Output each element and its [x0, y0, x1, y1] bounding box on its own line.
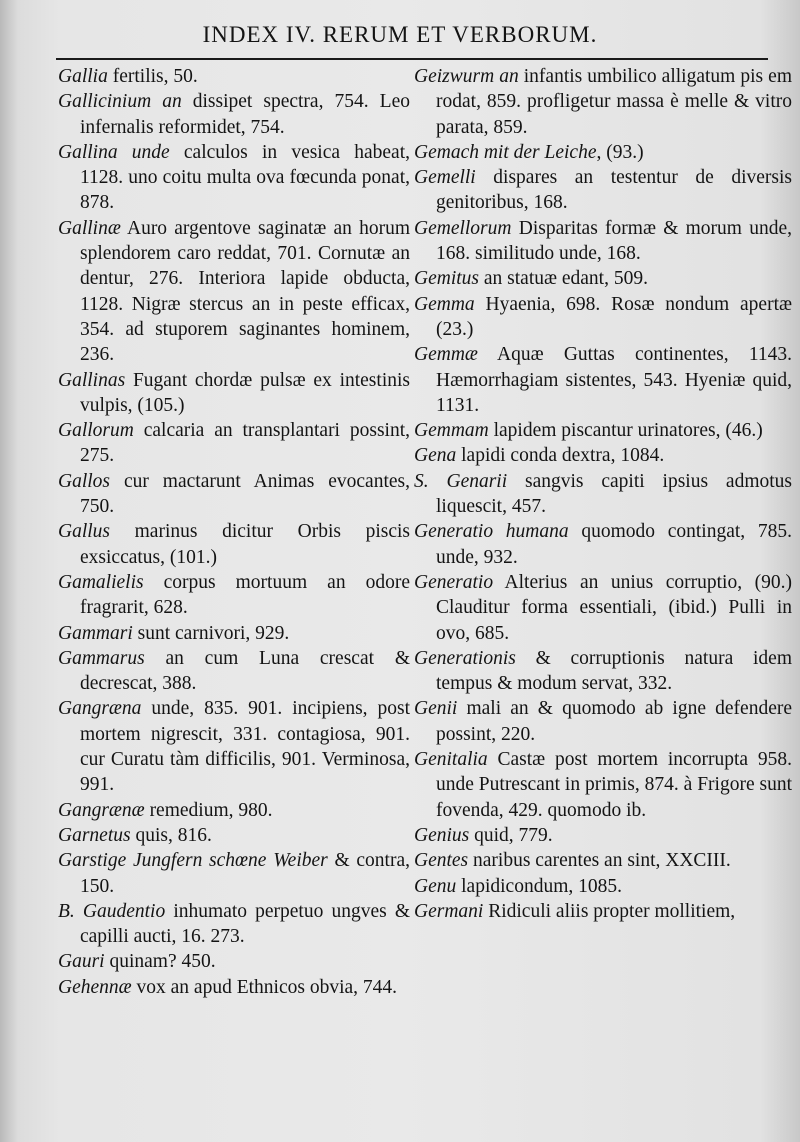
index-entry: [58, 519, 410, 570]
entry-text: lapidicondum, 1085.: [456, 875, 622, 897]
entry-text: an cum Luna crescat & decrescat, 388.: [80, 647, 410, 695]
entry-headword: Genii: [414, 698, 458, 720]
entry-headword: Genitalia: [414, 749, 488, 771]
entry-text: dissipet spectra, 754. Leo infernalis reformidet, 754.: [80, 91, 410, 138]
index-entry: [414, 266, 792, 291]
entry-text: , (93.): [596, 141, 644, 163]
index-entry: [414, 848, 792, 873]
entry-text: lapidi conda dextra, 1084.: [456, 445, 665, 467]
entry-headword: Gena: [414, 445, 457, 467]
entry-text: quinam? 450.: [104, 951, 216, 973]
entry-headword: Genu: [414, 875, 457, 897]
entry-text: sunt carnivori, 929.: [132, 622, 290, 644]
entry-headword: Gamalielis: [58, 571, 144, 593]
entry-headword: Gangræna: [58, 698, 142, 720]
index-entry: [414, 140, 792, 165]
entry-headword: Garstige Jungfern schœne Weiber: [58, 850, 328, 872]
entry-text: remedium, 980.: [144, 799, 273, 821]
entry-headword: Gehennæ: [58, 976, 132, 998]
index-entry: [58, 570, 410, 621]
running-head: INDEX IV. RERUM ET VERBORUM.: [202, 22, 598, 47]
index-entry: [58, 646, 410, 697]
entry-text: cur mactarunt Animas evocantes, 750.: [80, 470, 410, 518]
entry-headword: Gauri: [58, 951, 105, 973]
head-rule: [56, 58, 768, 60]
entry-text: quis, 816.: [130, 824, 212, 846]
entry-headword: Garnetus: [58, 824, 131, 846]
entry-text: lapidem piscantur urinatores, (46.): [488, 420, 763, 442]
index-entry: [414, 292, 792, 343]
entry-headword: Germani: [414, 900, 484, 922]
left-column: [58, 64, 410, 1000]
index-entry: [414, 899, 792, 924]
index-entry: [58, 469, 410, 520]
entry-headword: Generatio: [414, 571, 494, 593]
entry-text: unde, 835. 901. incipiens, post mortem nigrescit, 331. contagiosa, 901. cur Curatu tàm difficilis, 901. Verminosa, 991.: [80, 698, 410, 796]
entry-text: Aquæ Guttas continentes, 1143. Hæmorrhagiam sistentes, 543. Hyeniæ quid, 1131.: [436, 344, 792, 416]
index-entry: [414, 216, 792, 267]
entry-headword: Gemitus: [414, 268, 479, 290]
entry-headword: Gangrænæ: [58, 799, 145, 821]
entry-headword: Gemma: [414, 293, 475, 315]
entry-headword: Gemelli: [414, 167, 476, 189]
index-entry: [414, 64, 792, 140]
index-entry: [414, 747, 792, 823]
index-entry: [414, 823, 792, 848]
index-entry: [58, 823, 410, 848]
entry-headword: Gammari: [58, 622, 133, 644]
entry-headword: Geizwurm an: [414, 66, 519, 87]
entry-text: sangvis capiti ipsius admotus liquescit, 457.: [436, 470, 792, 518]
index-entry: [58, 418, 410, 469]
entry-text: calculos in vesica habeat, 1128. uno coitu multa ova fœcunda ponat, 878.: [80, 141, 410, 214]
entry-text: Ridiculi aliis propter mollitiem,: [483, 900, 736, 922]
entry-text: Castæ post mortem incorrupta 958. unde Putrescant in primis, 874. à Frigore sunt fovenda, 429. quomodo ib.: [436, 749, 792, 821]
index-entry: [58, 949, 410, 974]
entry-headword: Gemach mit der Leiche: [414, 141, 597, 163]
entry-headword: Gallinæ: [58, 217, 121, 239]
index-entry: [58, 89, 410, 140]
entry-text: Disparitas formæ & morum unde, 168. similitudo unde, 168.: [436, 217, 792, 265]
entry-headword: Genius: [414, 824, 470, 846]
entry-headword: Gallinas: [58, 369, 126, 391]
entry-text: dispares an testentur de diversis genitoribus, 168.: [436, 167, 792, 214]
index-entry: [58, 64, 410, 89]
entry-text: corpus mortuum an odore fragrarit, 628.: [80, 571, 410, 619]
entry-headword: Gallus: [58, 521, 111, 543]
index-entry: [58, 798, 410, 823]
entry-headword: B. Gaudentio: [58, 900, 166, 922]
index-entry: [58, 140, 410, 216]
entry-text: marinus dicitur Orbis piscis exsiccatus, (101.): [80, 521, 410, 568]
entry-headword: S. Genarii: [414, 470, 508, 492]
entry-headword: Gallia: [58, 66, 108, 87]
index-entry: [58, 848, 410, 899]
entry-text: infantis umbilico alligatum pis em rodat, 859. profligetur massa è melle & vitro parata, 859.: [436, 66, 792, 138]
entry-headword: Gallicinium an: [58, 91, 182, 113]
entry-text: an statuæ edant, 509.: [479, 268, 648, 290]
index-entry: [58, 368, 410, 419]
index-entry: [414, 646, 792, 697]
entry-headword: Gallos: [58, 470, 111, 492]
entry-text: & corruptionis natura idem tempus & modum servat, 332.: [436, 647, 792, 695]
entry-text: mali an & quomodo ab igne defendere possint, 220.: [436, 698, 792, 745]
index-entry: [58, 621, 410, 646]
right-column: [414, 64, 792, 924]
entry-text: quomodo contingat, 785. unde, 932.: [436, 521, 793, 568]
entry-text: calcaria an transplantari possint, 275.: [80, 420, 410, 467]
index-entry: [414, 519, 792, 570]
entry-headword: Generatio humana: [414, 521, 569, 543]
entry-headword: Gemellorum: [414, 217, 512, 239]
index-entry: [58, 696, 410, 797]
entry-headword: Gentes: [414, 850, 469, 872]
index-entry: [414, 696, 792, 747]
entry-text: & contra, 150.: [80, 850, 410, 897]
index-entry: [414, 418, 792, 443]
entry-text: quid, 779.: [469, 824, 553, 846]
entry-text: Auro argentove saginatæ an horum splendorem caro reddat, 701. Cornutæ an dentur, 276. Interiora lapide obducta, 1128. Nigræ stercus an in peste efficax, 354. ad stuporem saginantes hominem, 236.: [80, 217, 410, 366]
entry-headword: Gammarus: [58, 647, 145, 669]
entry-headword: Gemmæ: [414, 344, 478, 366]
index-entry: [58, 975, 410, 1000]
entry-text: fertilis, 50.: [107, 66, 198, 87]
entry-headword: Generationis: [414, 647, 516, 669]
index-entry: [58, 216, 410, 368]
entry-headword: Gallina unde: [58, 141, 170, 163]
entry-text: inhumato perpetuo ungves & capilli aucti, 16. 273.: [80, 900, 411, 948]
entry-headword: Gemmam: [414, 420, 489, 442]
entry-text: vox an apud Ethnicos obvia, 744.: [131, 976, 398, 998]
entry-text: Fugant chordæ pulsæ ex intestinis vulpis, (105.): [80, 369, 410, 416]
entry-headword: Gallorum: [58, 420, 134, 442]
index-entry: [414, 165, 792, 216]
entry-text: naribus carentes an sint, XXCIII.: [468, 850, 731, 872]
index-entry: [414, 874, 792, 899]
index-entry: [414, 570, 792, 646]
entry-text: Alterius an unius corruptio, (90.) Clauditur forma essentiali, (ibid.) Pulli in ovo, 685.: [436, 571, 792, 644]
index-entry: [414, 443, 792, 468]
entry-text: Hyaenia, 698. Rosæ nondum apertæ (23.): [436, 293, 792, 340]
index-entry: [414, 342, 792, 418]
index-entry: [58, 899, 410, 950]
index-entry: [414, 469, 792, 520]
